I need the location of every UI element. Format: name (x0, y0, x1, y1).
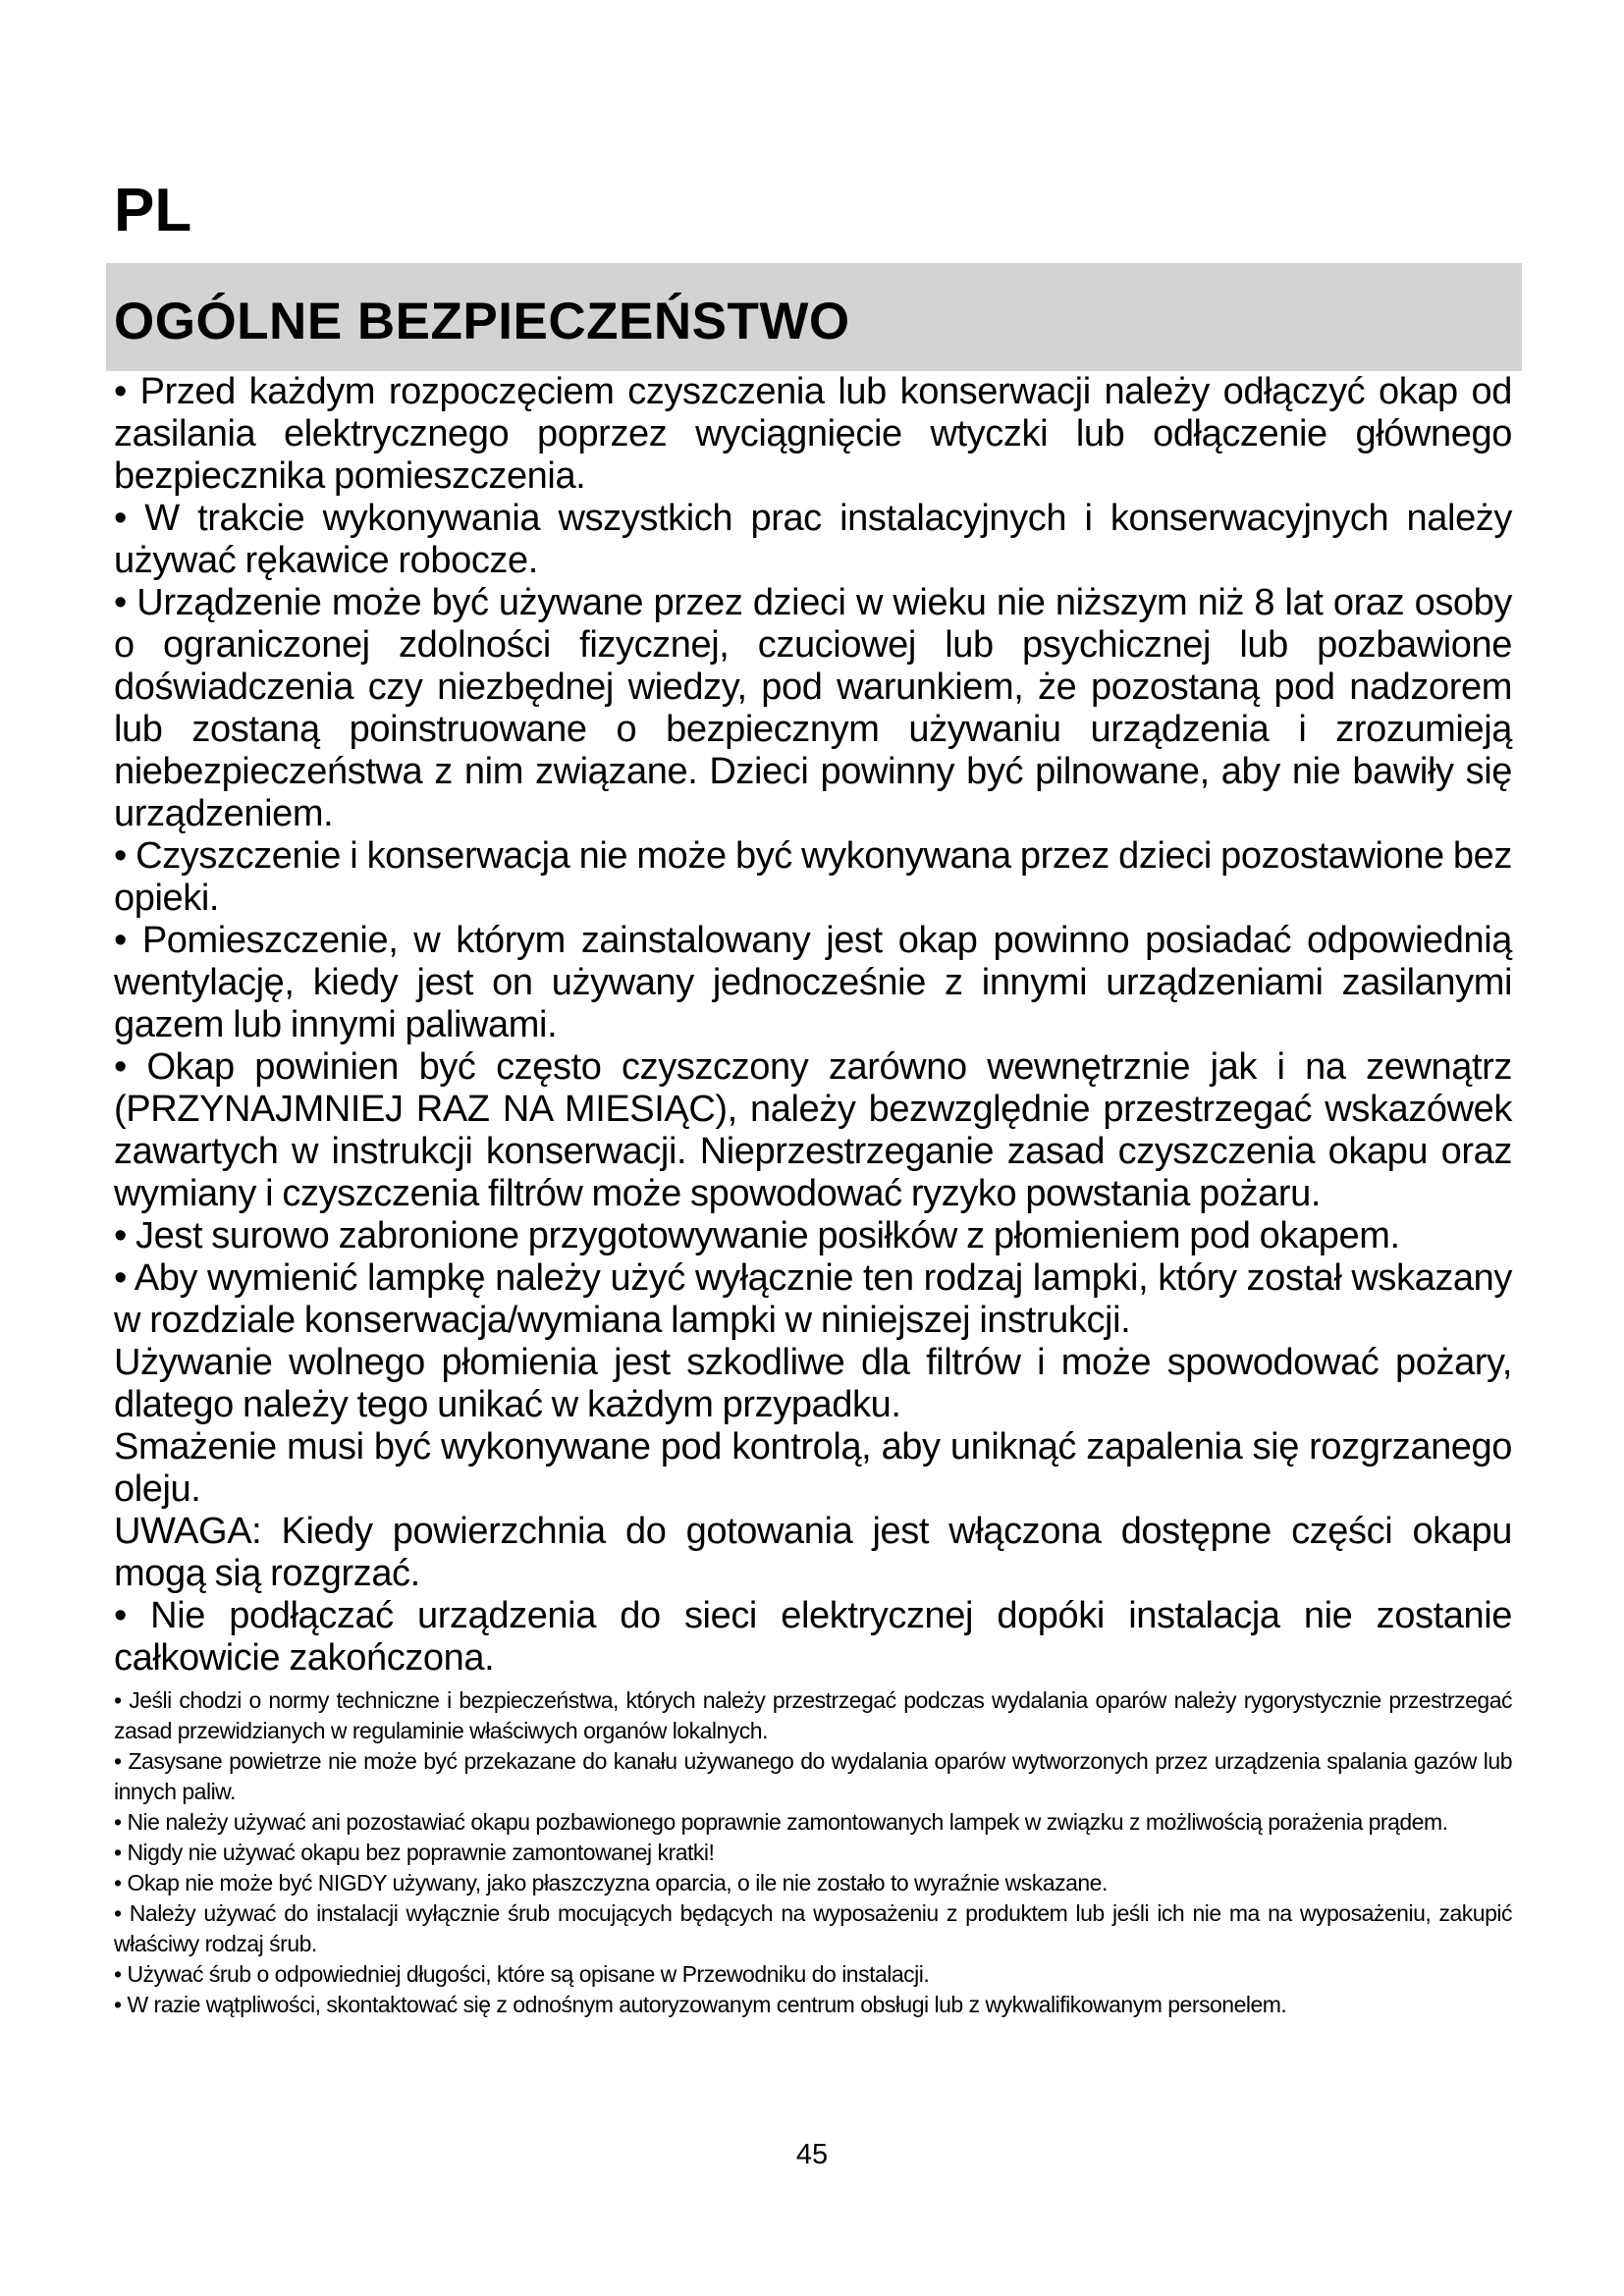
small-instruction-paragraph: • W razie wątpliwości, skontaktować się z odnośnym autoryzowanym centrum obsługi lub z wykwalifikowanym personelem. (114, 1992, 1287, 2017)
instruction-paragraph: • Przed każdym rozpoczęciem czyszczenia lub konserwacji należy odłączyć okap od zasilania elektrycznego poprzez wyciągnięcie wtyczki lub odłączenie głównego bezpiecznika pomieszczenia. (114, 371, 1512, 497)
warning-paragraph: UWAGA: Kiedy powierzchnia do gotowania jest włączona dostępne części okapu mogą sią rozgrzać. (114, 1511, 1512, 1594)
page-number: 45 (795, 2139, 829, 2170)
instruction-paragraph: Smażenie musi być wykonywane pod kontrolą, aby uniknąć zapalenia się rozgrzanego oleju. (114, 1426, 1512, 1510)
small-instruction-paragraph: • Należy używać do instalacji wyłącznie śrub mocujących będących na wyposażeniu z produktem lub jeśli ich nie ma na wyposażeniu, zakupić właściwy rodzaj śrub. (114, 1900, 1512, 1956)
instruction-paragraph: • Aby wymienić lampkę należy użyć wyłącznie ten rodzaj lampki, który został wskazany w rozdziale konserwacja/wymiana lampki w niniejszej instrukcji. (114, 1257, 1512, 1341)
small-instruction-paragraph: • Używać śrub o odpowiedniej długości, które są opisane w Przewodniku do instalacji. (114, 1961, 930, 1987)
section-title: OGÓLNE BEZPIECZEŃSTWO (114, 293, 850, 350)
instruction-paragraph: • Urządzenie może być używane przez dzieci w wieku nie niższym niż 8 lat oraz osoby o ograniczonej zdolności fizycznej, czuciowej lub psychicznej lub pozbawione doświadczenia czy niezbędnej wiedzy, pod warunkiem, że pozostaną pod nadzorem lub zostaną poinstruowane o bezpiecznym używaniu urządzenia i zrozumieją niebezpieczeństwa z nim związane. Dzieci powinny być pilnowane, aby nie bawiły się urządzeniem. (114, 582, 1512, 834)
small-instruction-paragraph: • Nigdy nie używać okapu bez poprawnie zamontowanej kratki! (114, 1840, 715, 1865)
instruction-paragraph: • Pomieszczenie, w którym zainstalowany jest okap powinno posiadać odpowiednią wentylację, kiedy jest on używany jednocześnie z innymi urządzeniami zasilanymi gazem lub innymi paliwami. (114, 920, 1512, 1045)
instruction-paragraph: • Jest surowo zabronione przygotowywanie posiłków z płomieniem pod okapem. (114, 1215, 1400, 1256)
main-instructions (114, 371, 1512, 1680)
additional-instructions (114, 1685, 1512, 2020)
small-instruction-paragraph: • Zasysane powietrze nie może być przekazane do kanału używanego do wydalania oparów wytworzonych przez urządzenia spalania gazów lub innych paliw. (114, 1748, 1512, 1804)
instruction-paragraph: Używanie wolnego płomienia jest szkodliwe dla filtrów i może spowodować pożary, dlatego należy tego unikać w każdym przypadku. (114, 1342, 1512, 1425)
instruction-paragraph: • Okap powinien być często czyszczony zarówno wewnętrznie jak i na zewnątrz (PRZYNAJMNIEJ RAZ NA MIESIĄC), należy bezwzględnie przestrzegać wskazówek zawartych w instrukcji konserwacji. Nieprzestrzeganie zasad czyszczenia okapu oraz wymiany i czyszczenia filtrów może spowodować ryzyko powstania pożaru. (114, 1046, 1512, 1214)
safety-instructions (114, 371, 1512, 2020)
instruction-paragraph: • W trakcie wykonywania wszystkich prac instalacyjnych i konserwacyjnych należy używać rękawice robocze. (114, 498, 1512, 581)
language-code: PL (114, 177, 192, 244)
small-instruction-paragraph: • Nie należy używać ani pozostawiać okapu pozbawionego poprawnie zamontowanych lampek w związku z możliwością porażenia prądem. (114, 1809, 1448, 1835)
small-instruction-paragraph: • Jeśli chodzi o normy techniczne i bezpieczeństwa, których należy przestrzegać podczas wydalania oparów należy rygorystycznie przestrzegać zasad przewidzianych w regulaminie właściwych organów lokalnych. (114, 1687, 1512, 1743)
small-instruction-paragraph: • Okap nie może być NIGDY używany, jako płaszczyzna oparcia, o ile nie zostało to wyraźnie wskazane. (114, 1870, 1108, 1896)
instruction-paragraph: • Czyszczenie i konserwacja nie może być wykonywana przez dzieci pozostawione bez opieki. (114, 835, 1512, 919)
instruction-paragraph: • Nie podłączać urządzenia do sieci elektrycznej dopóki instalacja nie zostanie całkowicie zakończona. (114, 1595, 1512, 1679)
